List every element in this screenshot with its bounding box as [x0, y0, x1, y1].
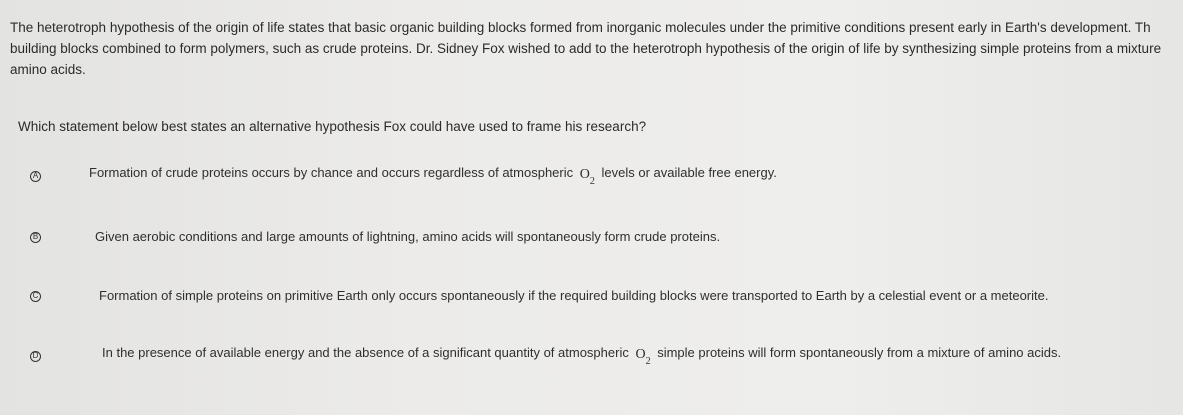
- choice-a-after-text: levels or available free energy.: [601, 165, 777, 181]
- choice-b-badge[interactable]: B: [30, 232, 41, 243]
- choice-d-oxygen-formula: [635, 346, 650, 369]
- choice-a-badge[interactable]: A: [30, 171, 41, 182]
- choice-a[interactable]: [30, 166, 777, 186]
- passage-line-3: amino acids.: [10, 62, 86, 77]
- choice-d-text: [102, 344, 1061, 368]
- passage-text: [10, 17, 1183, 80]
- choice-d[interactable]: [30, 346, 1061, 366]
- question-text: Which statement below best states an alternative hypothesis Fox could have used to frame his research?: [18, 119, 647, 134]
- choice-a-oxygen-symbol: O: [579, 167, 590, 183]
- passage-line-2: building blocks combined to form polymers, such as crude proteins. Dr. Sidney Fox wished to add to the heterotroph hypothesis of the origin of life by synthesizing simple proteins from a mixture: [10, 41, 1162, 56]
- choice-d-after-text: simple proteins will form spontaneously from a mixture of amino acids.: [657, 345, 1062, 361]
- choice-c[interactable]: [30, 286, 1048, 306]
- choice-b[interactable]: [30, 227, 720, 247]
- choice-d-oxygen-symbol: O: [635, 347, 646, 363]
- choice-d-badge[interactable]: D: [30, 351, 41, 362]
- choice-b-text: Given aerobic conditions and large amounts of lightning, amino acids will spontaneously form crude proteins.: [95, 229, 721, 244]
- choice-a-oxygen-subscript: 2: [589, 175, 595, 187]
- choice-c-badge[interactable]: C: [30, 291, 41, 302]
- choice-a-text: [89, 164, 777, 188]
- passage-line-1: The heterotroph hypothesis of the origin of life states that basic organic building blocks formed from inorganic molecules under the primitive conditions present early in Earth's development. Th: [10, 20, 1151, 35]
- choice-d-before-text: In the presence of available energy and the absence of a significant quantity of atmospheric: [102, 345, 629, 361]
- choice-d-oxygen-subscript: 2: [645, 355, 651, 367]
- choice-a-before-text: Formation of crude proteins occurs by chance and occurs regardless of atmospheric: [89, 165, 574, 181]
- choice-a-oxygen-formula: [580, 166, 595, 189]
- choice-c-text: Formation of simple proteins on primitive Earth only occurs spontaneously if the required building blocks were transported to Earth by a celestial event or a meteorite.: [99, 288, 1049, 303]
